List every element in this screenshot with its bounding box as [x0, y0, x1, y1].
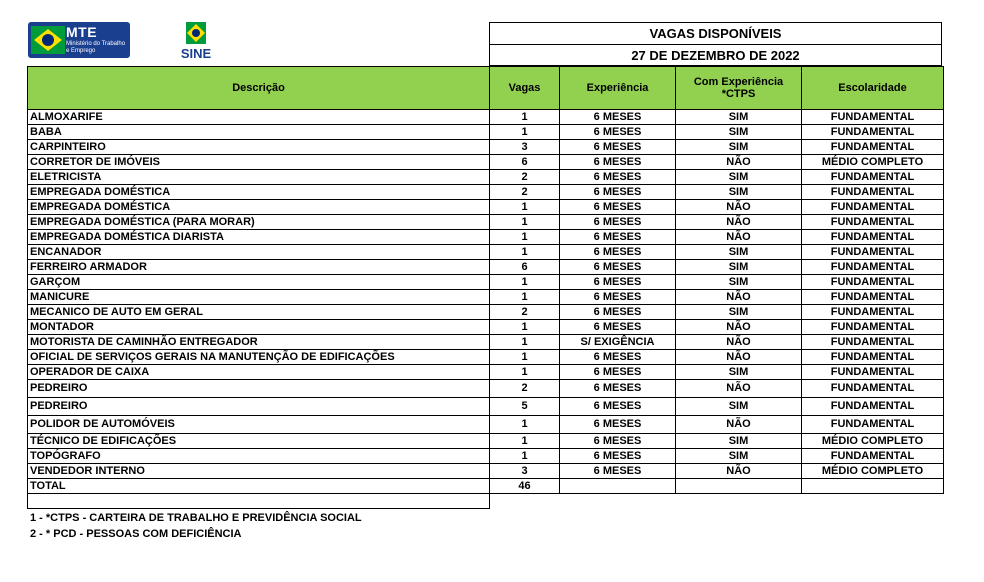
cell-descricao: TOPÓGRAFO — [28, 449, 490, 464]
cell-vagas: 3 — [490, 464, 560, 479]
table-row — [28, 434, 944, 449]
cell-vagas: 1 — [490, 230, 560, 245]
cell-com-experiencia: SIM — [676, 170, 802, 185]
cell-experiencia: 6 MESES — [560, 215, 676, 230]
cell-com-experiencia: SIM — [676, 110, 802, 125]
cell-com-experiencia: SIM — [676, 125, 802, 140]
cell-vagas: 1 — [490, 350, 560, 365]
cell-experiencia: 6 MESES — [560, 305, 676, 320]
cell-escolaridade: FUNDAMENTAL — [802, 449, 944, 464]
cell-com-experiencia: NÃO — [676, 200, 802, 215]
cell-experiencia: 6 MESES — [560, 200, 676, 215]
cell-com-experiencia: NÃO — [676, 230, 802, 245]
cell-com-experiencia: SIM — [676, 365, 802, 380]
table-row — [28, 335, 944, 350]
cell-experiencia: 6 MESES — [560, 245, 676, 260]
cell-descricao: ALMOXARIFE — [28, 110, 490, 125]
cell-vagas: 1 — [490, 215, 560, 230]
cell-escolaridade: FUNDAMENTAL — [802, 398, 944, 416]
footnote-ctps: 1 - *CTPS - CARTEIRA DE TRABALHO E PREVIDÊNCIA SOCIAL — [30, 512, 362, 524]
table-row — [28, 155, 944, 170]
cell-descricao: MECANICO DE AUTO EM GERAL — [28, 305, 490, 320]
cell-vagas: 1 — [490, 449, 560, 464]
cell-experiencia: 6 MESES — [560, 434, 676, 449]
cell-com-experiencia: SIM — [676, 398, 802, 416]
logos-area — [28, 22, 488, 64]
cell-descricao: ENCANADOR — [28, 245, 490, 260]
cell-escolaridade: FUNDAMENTAL — [802, 185, 944, 200]
brazil-flag-icon — [31, 26, 65, 54]
cell-descricao: PEDREIRO — [28, 398, 490, 416]
table-row — [28, 416, 944, 434]
cell-com-experiencia: SIM — [676, 260, 802, 275]
mte-logo-text: MTE — [66, 24, 98, 40]
blank-cell — [802, 494, 944, 509]
table-row — [28, 464, 944, 479]
cell-escolaridade: FUNDAMENTAL — [802, 290, 944, 305]
blank-cell — [490, 494, 560, 509]
cell-vagas: 2 — [490, 185, 560, 200]
col-header-descricao: Descrição — [28, 67, 490, 110]
cell-vagas: 1 — [490, 365, 560, 380]
cell-descricao: EMPREGADA DOMÉSTICA — [28, 200, 490, 215]
blank-cell — [676, 494, 802, 509]
table-row — [28, 350, 944, 365]
cell-com-experiencia: NÃO — [676, 155, 802, 170]
table-row — [28, 125, 944, 140]
page-date: 27 DE DEZEMBRO DE 2022 — [631, 48, 800, 63]
cell-experiencia: 6 MESES — [560, 398, 676, 416]
cell-descricao: TÉCNICO DE EDIFICAÇÕES — [28, 434, 490, 449]
cell-vagas: 1 — [490, 245, 560, 260]
cell-descricao: OPERADOR DE CAIXA — [28, 365, 490, 380]
table-row — [28, 215, 944, 230]
cell-vagas: 5 — [490, 398, 560, 416]
cell-com-experiencia: NÃO — [676, 380, 802, 398]
table-row — [28, 185, 944, 200]
cell-descricao: EMPREGADA DOMÉSTICA DIARISTA — [28, 230, 490, 245]
cell-escolaridade: FUNDAMENTAL — [802, 245, 944, 260]
cell-experiencia: 6 MESES — [560, 260, 676, 275]
cell-vagas: 6 — [490, 155, 560, 170]
cell-descricao: MONTADOR — [28, 320, 490, 335]
cell-descricao: CARPINTEIRO — [28, 140, 490, 155]
table-header-row — [28, 67, 944, 110]
cell-vagas: 1 — [490, 416, 560, 434]
cell-experiencia: 6 MESES — [560, 464, 676, 479]
table-row — [28, 365, 944, 380]
cell-experiencia: 6 MESES — [560, 110, 676, 125]
cell-escolaridade: MÉDIO COMPLETO — [802, 155, 944, 170]
cell-escolaridade: FUNDAMENTAL — [802, 335, 944, 350]
cell-escolaridade: FUNDAMENTAL — [802, 416, 944, 434]
cell-experiencia: 6 MESES — [560, 380, 676, 398]
cell-experiencia: 6 MESES — [560, 449, 676, 464]
col-header-com-experiencia: Com Experiência *CTPS — [676, 67, 802, 110]
total-empty-cell — [560, 479, 676, 494]
cell-descricao: OFICIAL DE SERVIÇOS GERAIS NA MANUTENÇÃO DE EDIFICAÇÕES — [28, 350, 490, 365]
cell-escolaridade: FUNDAMENTAL — [802, 110, 944, 125]
table-row — [28, 398, 944, 416]
cell-vagas: 6 — [490, 260, 560, 275]
cell-escolaridade: FUNDAMENTAL — [802, 125, 944, 140]
cell-vagas: 1 — [490, 200, 560, 215]
cell-escolaridade: FUNDAMENTAL — [802, 350, 944, 365]
cell-vagas: 1 — [490, 335, 560, 350]
blank-row — [28, 494, 944, 509]
sine-logo-text: SINE — [180, 46, 212, 61]
cell-escolaridade: FUNDAMENTAL — [802, 380, 944, 398]
table-row — [28, 305, 944, 320]
col-header-vagas: Vagas — [490, 67, 560, 110]
cell-descricao: CORRETOR DE IMÓVEIS — [28, 155, 490, 170]
cell-descricao: ELETRICISTA — [28, 170, 490, 185]
cell-escolaridade: FUNDAMENTAL — [802, 170, 944, 185]
cell-com-experiencia: SIM — [676, 140, 802, 155]
cell-vagas: 2 — [490, 305, 560, 320]
cell-experiencia: 6 MESES — [560, 320, 676, 335]
cell-com-experiencia: NÃO — [676, 290, 802, 305]
cell-descricao: VENDEDOR INTERNO — [28, 464, 490, 479]
cell-experiencia: 6 MESES — [560, 365, 676, 380]
cell-experiencia: 6 MESES — [560, 125, 676, 140]
col-header-escolaridade: Escolaridade — [802, 67, 944, 110]
total-label: TOTAL — [28, 479, 490, 494]
cell-descricao: EMPREGADA DOMÉSTICA (PARA MORAR) — [28, 215, 490, 230]
cell-com-experiencia: NÃO — [676, 350, 802, 365]
cell-descricao: BABA — [28, 125, 490, 140]
title-box — [489, 22, 942, 66]
cell-com-experiencia: SIM — [676, 434, 802, 449]
table-row — [28, 110, 944, 125]
cell-experiencia: 6 MESES — [560, 185, 676, 200]
cell-escolaridade: FUNDAMENTAL — [802, 140, 944, 155]
cell-experiencia: 6 MESES — [560, 155, 676, 170]
total-empty-cell — [676, 479, 802, 494]
total-value: 46 — [490, 479, 560, 494]
cell-escolaridade: FUNDAMENTAL — [802, 200, 944, 215]
cell-com-experiencia: SIM — [676, 185, 802, 200]
cell-com-experiencia: NÃO — [676, 320, 802, 335]
cell-escolaridade: FUNDAMENTAL — [802, 305, 944, 320]
total-row — [28, 479, 944, 494]
table-row — [28, 449, 944, 464]
cell-descricao: PEDREIRO — [28, 380, 490, 398]
table-row — [28, 380, 944, 398]
cell-com-experiencia: NÃO — [676, 464, 802, 479]
cell-escolaridade: FUNDAMENTAL — [802, 260, 944, 275]
cell-escolaridade: FUNDAMENTAL — [802, 215, 944, 230]
cell-escolaridade: FUNDAMENTAL — [802, 275, 944, 290]
cell-escolaridade: FUNDAMENTAL — [802, 365, 944, 380]
cell-descricao: FERREIRO ARMADOR — [28, 260, 490, 275]
table-row — [28, 290, 944, 305]
cell-vagas: 1 — [490, 434, 560, 449]
cell-experiencia: 6 MESES — [560, 140, 676, 155]
vacancies-table — [27, 66, 944, 509]
table-row — [28, 245, 944, 260]
cell-escolaridade: MÉDIO COMPLETO — [802, 434, 944, 449]
col-header-experiencia: Experiência — [560, 67, 676, 110]
cell-experiencia: 6 MESES — [560, 416, 676, 434]
cell-descricao: MOTORISTA DE CAMINHÃO ENTREGADOR — [28, 335, 490, 350]
cell-experiencia: 6 MESES — [560, 275, 676, 290]
mte-logo — [28, 22, 130, 58]
cell-descricao: POLIDOR DE AUTOMÓVEIS — [28, 416, 490, 434]
cell-vagas: 1 — [490, 110, 560, 125]
cell-experiencia: 6 MESES — [560, 170, 676, 185]
cell-com-experiencia: SIM — [676, 305, 802, 320]
cell-com-experiencia: NÃO — [676, 335, 802, 350]
cell-vagas: 3 — [490, 140, 560, 155]
cell-com-experiencia: NÃO — [676, 416, 802, 434]
sine-logo — [174, 22, 218, 64]
cell-vagas: 1 — [490, 290, 560, 305]
table-row — [28, 140, 944, 155]
footnotes — [30, 510, 362, 542]
cell-escolaridade: MÉDIO COMPLETO — [802, 464, 944, 479]
blank-cell — [560, 494, 676, 509]
cell-experiencia: 6 MESES — [560, 290, 676, 305]
cell-vagas: 2 — [490, 380, 560, 398]
table-row — [28, 320, 944, 335]
table-row — [28, 260, 944, 275]
table-body — [28, 110, 944, 509]
cell-experiencia: 6 MESES — [560, 350, 676, 365]
footnote-pcd: 2 - * PCD - PESSOAS COM DEFICIÊNCIA — [30, 528, 242, 540]
cell-experiencia: S/ EXIGÊNCIA — [560, 335, 676, 350]
page-title: VAGAS DISPONÍVEIS — [490, 23, 941, 45]
cell-escolaridade: FUNDAMENTAL — [802, 230, 944, 245]
table-row — [28, 200, 944, 215]
blank-cell — [28, 494, 490, 509]
table-row — [28, 275, 944, 290]
table-row — [28, 170, 944, 185]
cell-com-experiencia: NÃO — [676, 215, 802, 230]
sine-flag-icon — [174, 22, 218, 46]
cell-experiencia: 6 MESES — [560, 230, 676, 245]
cell-com-experiencia: SIM — [676, 275, 802, 290]
cell-vagas: 1 — [490, 320, 560, 335]
cell-com-experiencia: SIM — [676, 449, 802, 464]
cell-vagas: 1 — [490, 125, 560, 140]
total-empty-cell — [802, 479, 944, 494]
cell-vagas: 2 — [490, 170, 560, 185]
cell-descricao: MANICURE — [28, 290, 490, 305]
mte-logo-subtitle: Ministério do Trabalho e Emprego — [66, 41, 126, 54]
cell-com-experiencia: SIM — [676, 245, 802, 260]
cell-escolaridade: FUNDAMENTAL — [802, 320, 944, 335]
cell-descricao: GARÇOM — [28, 275, 490, 290]
table-row — [28, 230, 944, 245]
cell-vagas: 1 — [490, 275, 560, 290]
cell-descricao: EMPREGADA DOMÉSTICA — [28, 185, 490, 200]
